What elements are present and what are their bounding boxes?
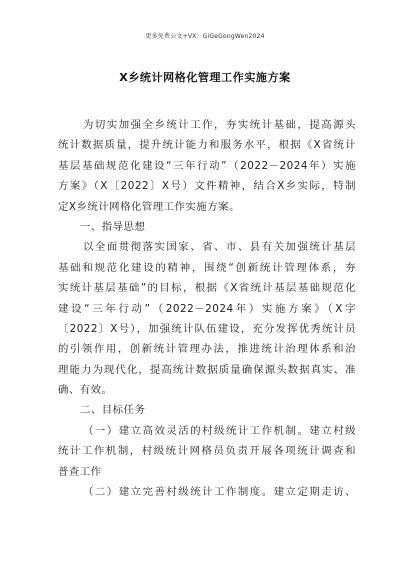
paragraph-line: 建设“三年行动”（2022－2024年）实施方案》（X字 <box>58 302 356 315</box>
paragraph-line: 统计数据质量，提升统计能力和服务水平，根据《X省统计 <box>58 139 356 152</box>
paragraph-line: 为切实加强全乡统计工作，夯实统计基础，提高源头 <box>83 119 356 131</box>
section-heading: 一、指导思想 <box>80 220 146 233</box>
paragraph-line: 实统计基层基础”的目标，根据《X省统计基层基础规范化 <box>58 282 356 295</box>
page-title: X乡统计网格化管理工作实施方案 <box>119 71 291 84</box>
paragraph-line: 统计工作机制，村级统计网格员负责开展各项统计调查和 <box>58 445 356 458</box>
paragraph-line: 定X乡统计网格化管理工作实施方案。 <box>58 200 240 213</box>
header-note: 更多免费公文+VX：GiGeGongWen2024 <box>145 33 265 40</box>
paragraph-line: 基层基础规范化建设“三年行动”（2022－2024年）实施 <box>58 159 356 172</box>
paragraph-line: （一）建立高效灵活的村级统计工作机制。建立村级 <box>83 424 356 437</box>
paragraph-line: 基础和规范化建设的精神，围绕“创新统计管理体系，夯 <box>58 261 356 274</box>
paragraph-line: （二）建立完善村级统计工作制度。建立定期走访、 <box>83 486 356 499</box>
paragraph-line: 以全面贯彻落实国家、省、市、县有关加强统计基层 <box>83 241 356 254</box>
paragraph-line: 确、有效。 <box>58 384 113 397</box>
paragraph-line: 理能力为现代化，提高统计数据质量确保源头数据真实、准 <box>58 363 356 376</box>
paragraph-line: 〔2022〕X号），加强统计队伍建设，充分发挥优秀统计员 <box>58 322 356 335</box>
document-body <box>58 115 356 502</box>
paragraph-line: 方案》（X〔2022〕X号）文件精神，结合X乡实际，特制 <box>58 180 356 193</box>
paragraph-line: 的引领作用，创新统计管理办法，推进统计治理体系和治 <box>58 343 356 356</box>
paragraph-line: 普查工作 <box>58 465 102 478</box>
section-heading: 二、目标任务 <box>80 404 146 417</box>
